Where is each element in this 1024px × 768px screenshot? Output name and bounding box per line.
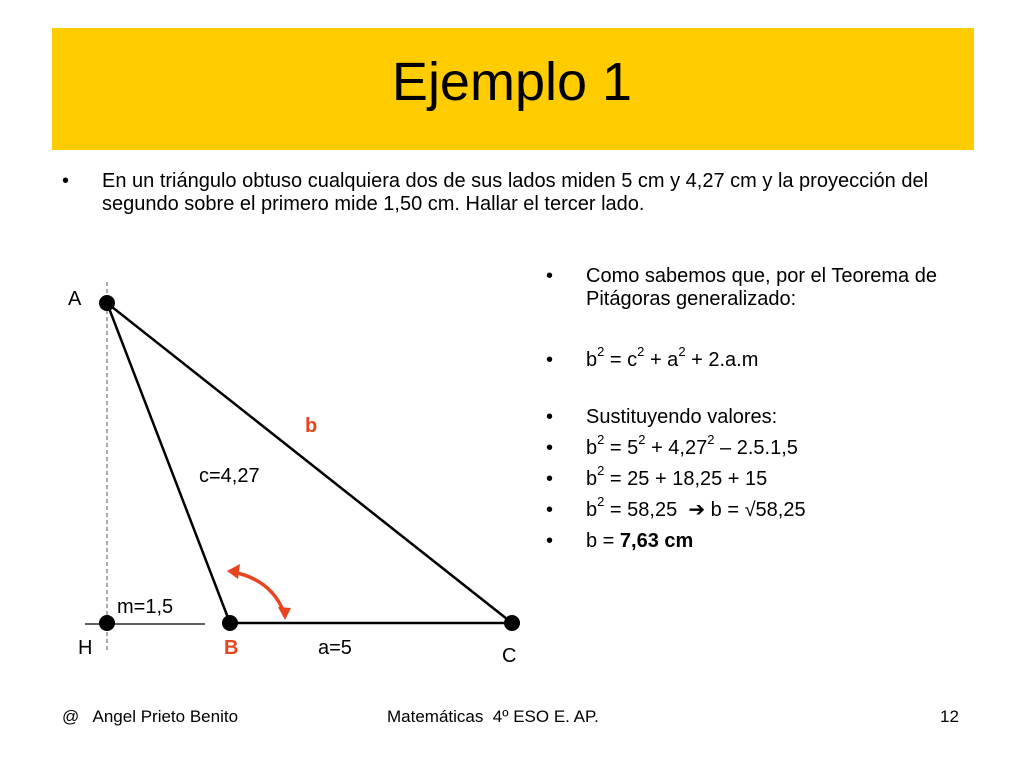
point-h-dot: [99, 615, 115, 631]
point-c-dot: [504, 615, 520, 631]
bullet-dot: •: [546, 265, 554, 287]
formula-sum: $b^2 = 58,25$ ➔ b = √58,25: [586, 494, 806, 521]
point-b-dot: [222, 615, 238, 631]
bullet-dot: •: [546, 349, 554, 371]
footer-course: Matemáticas 4º ESO E. AP.: [387, 707, 599, 726]
bullet-dot: •: [62, 170, 70, 192]
label-a: A: [68, 288, 82, 310]
formula-values: $b^2 = 25 + 18,25 + 15$: [586, 463, 768, 490]
label-h: H: [78, 637, 93, 659]
page-number: 12: [940, 707, 959, 726]
formula-result: b = 7,63 cm: [586, 530, 694, 552]
formula-general: $b^2 = c^2 + a^2 + 2.a.m$: [586, 344, 759, 371]
bullet-dot: •: [546, 437, 554, 459]
label-side-a: a=5: [318, 637, 352, 659]
bullet-dot: •: [546, 468, 554, 490]
footer-author: @ Angel Prieto Benito: [62, 707, 239, 726]
angle-arrowhead-start: [227, 564, 240, 579]
point-a-dot: [99, 295, 115, 311]
label-side-c: c=4,27: [199, 465, 260, 487]
right-arrow-icon: ➔: [688, 499, 706, 521]
bullet-dot: •: [546, 499, 554, 521]
intro-text: En un triángulo obtuso cualquiera dos de sus lados miden 5 cm y 4,27 cm y la proyección del segundo sobre el primero mide 1,50 cm. Hallar el tercer lado.: [102, 170, 929, 215]
result-value: 7,63 cm: [619, 530, 694, 552]
obtuse-angle-arc: [233, 572, 284, 613]
label-c-point: C: [502, 645, 517, 667]
label-projection-m: m=1,5: [117, 596, 174, 618]
solution-text: Como sabemos que, por el Teorema de Pitágoras generalizado:: [586, 265, 937, 310]
formula-substitution: $b^2 = 5^2 + 4,27^2 - 2.5.1,5$: [586, 432, 798, 459]
angle-arrowhead-end: [278, 607, 291, 620]
solution-text: Sustituyendo valores:: [586, 406, 778, 428]
bullet-dot: •: [546, 530, 554, 552]
bullet-dot: •: [546, 406, 554, 428]
label-side-b: b: [305, 415, 318, 437]
slide-title: Ejemplo 1: [391, 52, 633, 112]
label-b-point: B: [224, 637, 239, 659]
